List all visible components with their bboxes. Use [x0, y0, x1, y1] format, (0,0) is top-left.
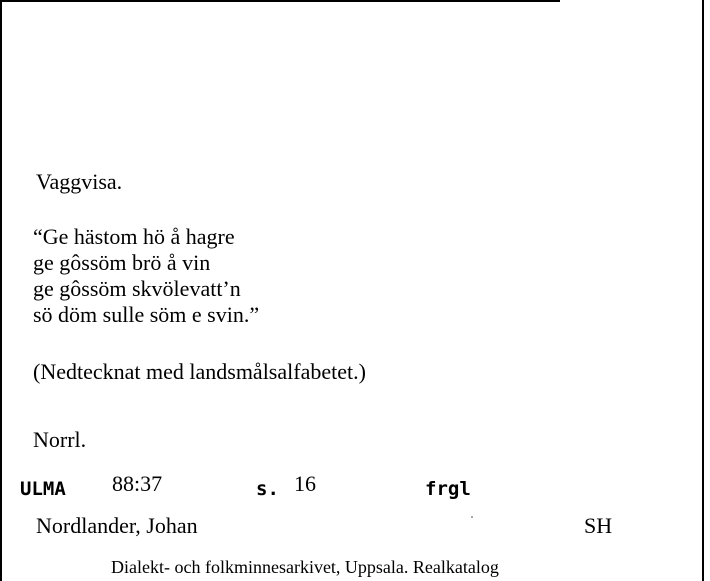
card-border-top [0, 0, 560, 2]
region-label: Norrl. [33, 427, 87, 452]
ulma-number: 88:37 [112, 471, 163, 496]
page-label: s. [256, 478, 279, 500]
transcription-note: (Nedtecknat med landsmålsalfabetet.) [33, 359, 366, 384]
page-number: 16 [294, 471, 316, 496]
ulma-label: ULMA [20, 478, 66, 500]
verse-line: ge gôssöm skvölevatt’n [33, 276, 241, 301]
category-code: frgl [425, 478, 471, 500]
card-border-right [702, 0, 704, 581]
verse-line: ge gôssöm brö å vin [33, 250, 211, 275]
verse-block [33, 225, 259, 329]
card-title: Vaggvisa. [36, 169, 123, 194]
verse-line: sö döm sulle söm e svin.” [33, 302, 260, 327]
reference-row [20, 472, 680, 502]
paper-speck [471, 516, 473, 518]
archive-footer: Dialekt- och folkminnesarkivet, Uppsala. Realkatalog [111, 557, 499, 577]
collector-name: Nordlander, Johan [36, 513, 198, 538]
verse-line: “Ge hästom hö å hagre [33, 224, 235, 249]
initials: SH [584, 513, 613, 538]
card-border-left [0, 0, 2, 581]
